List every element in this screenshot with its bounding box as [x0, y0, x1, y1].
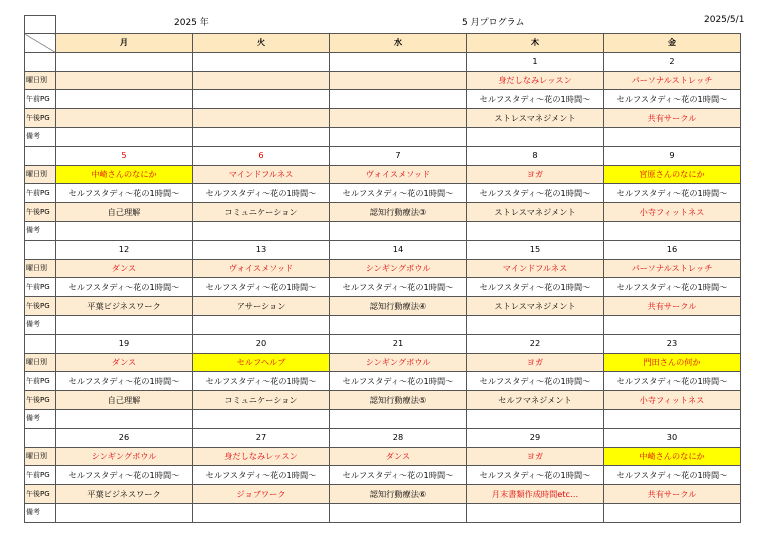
afternoon-program-cell: 認知行動療法③: [330, 203, 467, 222]
morning-program-cell: セルフスタディ～花の1時間～: [330, 278, 467, 297]
weekday-program-cell: パーソナルストレッチ: [604, 71, 741, 90]
date-cell: 14: [330, 240, 467, 259]
weekday-program-cell: シンギングボウル: [56, 447, 193, 466]
weekday-program-cell: 身だしなみレッスン: [467, 71, 604, 90]
row-label: 午前PG: [25, 372, 56, 391]
afternoon-program-cell: 共有サークル: [604, 297, 741, 316]
week-4-date-row: [25, 334, 741, 353]
week-1-r4-row: [25, 127, 741, 146]
week-1-date-row: [25, 52, 741, 71]
weekday-header: 月: [56, 34, 193, 53]
weekday-program-cell: ヴォイスメソッド: [330, 165, 467, 184]
afternoon-program-cell: [193, 109, 330, 128]
week-3-date-row: [25, 240, 741, 259]
date-cell: 27: [193, 428, 330, 447]
morning-program-cell: セルフスタディ～花の1時間～: [604, 278, 741, 297]
notes-cell: [330, 127, 467, 146]
date-cell: [56, 52, 193, 71]
afternoon-program-cell: 共有サークル: [604, 485, 741, 504]
row-label: 午後PG: [25, 391, 56, 410]
row-label: 備考: [25, 221, 56, 240]
morning-program-cell: [193, 90, 330, 109]
week-2-r3-row: [25, 203, 741, 222]
weekday-program-cell: パーソナルストレッチ: [604, 259, 741, 278]
row-label: 曜日別: [25, 259, 56, 278]
weekday-program-cell: 宮原さんのなにか: [604, 165, 741, 184]
row-label: [25, 146, 56, 165]
week-2-r1-row: [25, 165, 741, 184]
date-cell: 7: [330, 146, 467, 165]
date-cell: 23: [604, 334, 741, 353]
weekday-program-cell: シンギングボウル: [330, 353, 467, 372]
morning-program-cell: セルフスタディ～花の1時間～: [467, 184, 604, 203]
notes-cell: [330, 315, 467, 334]
weekday-header: 水: [330, 34, 467, 53]
row-label: 備考: [25, 315, 56, 334]
row-label: 曜日別: [25, 447, 56, 466]
date-cell: 2: [604, 52, 741, 71]
notes-cell: [604, 127, 741, 146]
week-1-r2-row: [25, 90, 741, 109]
issue-date: 2025/5/1: [704, 15, 745, 25]
afternoon-program-cell: 共有サークル: [604, 109, 741, 128]
notes-cell: [467, 503, 604, 522]
notes-cell: [56, 127, 193, 146]
row-label: 午後PG: [25, 297, 56, 316]
date-cell: 13: [193, 240, 330, 259]
afternoon-program-cell: セルフマネジメント: [467, 391, 604, 410]
weekday-header-row: [25, 34, 741, 53]
weekday-header: 木: [467, 34, 604, 53]
week-5-r4-row: [25, 503, 741, 522]
afternoon-program-cell: 認知行動療法⑥: [330, 485, 467, 504]
row-label: [25, 428, 56, 447]
morning-program-cell: セルフスタディ～花の1時間～: [193, 466, 330, 485]
date-cell: 5: [56, 146, 193, 165]
row-label: [25, 334, 56, 353]
afternoon-program-cell: コミュニケーション: [193, 391, 330, 410]
date-cell: 22: [467, 334, 604, 353]
week-4-r3-row: [25, 391, 741, 410]
weekday-program-cell: 中崎さんのなにか: [56, 165, 193, 184]
row-label: 午後PG: [25, 109, 56, 128]
page-title: 5 月プログラム: [462, 18, 525, 28]
afternoon-program-cell: ストレスマネジメント: [467, 109, 604, 128]
week-5-date-row: [25, 428, 741, 447]
row-label: 曜日別: [25, 165, 56, 184]
weekday-program-cell: マインドフルネス: [193, 165, 330, 184]
date-cell: 16: [604, 240, 741, 259]
afternoon-program-cell: 自己理解: [56, 391, 193, 410]
weekday-program-cell: ダンス: [56, 259, 193, 278]
weekday-program-cell: [193, 71, 330, 90]
morning-program-cell: セルフスタディ～花の1時間～: [604, 90, 741, 109]
date-cell: 15: [467, 240, 604, 259]
row-label: 午前PG: [25, 278, 56, 297]
notes-cell: [604, 409, 741, 428]
notes-cell: [193, 127, 330, 146]
afternoon-program-cell: 月末書類作成時間etc…: [467, 485, 604, 504]
row-label: 曜日別: [25, 71, 56, 90]
notes-cell: [467, 409, 604, 428]
morning-program-cell: セルフスタディ～花の1時間～: [330, 184, 467, 203]
week-2-date-row: [25, 146, 741, 165]
afternoon-program-cell: ストレスマネジメント: [467, 203, 604, 222]
row-label: 曜日別: [25, 353, 56, 372]
row-label: 備考: [25, 503, 56, 522]
program-calendar: [24, 15, 741, 523]
morning-program-cell: セルフスタディ～花の1時間～: [604, 372, 741, 391]
notes-cell: [56, 315, 193, 334]
row-label: 午前PG: [25, 184, 56, 203]
notes-cell: [604, 221, 741, 240]
weekday-program-cell: [56, 71, 193, 90]
week-5-r2-row: [25, 466, 741, 485]
notes-cell: [330, 503, 467, 522]
afternoon-program-cell: 認知行動療法⑤: [330, 391, 467, 410]
week-1-r3-row: [25, 109, 741, 128]
notes-cell: [193, 221, 330, 240]
morning-program-cell: セルフスタディ～花の1時間～: [604, 466, 741, 485]
date-cell: 29: [467, 428, 604, 447]
notes-cell: [193, 503, 330, 522]
notes-cell: [56, 409, 193, 428]
morning-program-cell: セルフスタディ～花の1時間～: [193, 278, 330, 297]
date-cell: [330, 52, 467, 71]
morning-program-cell: セルフスタディ～花の1時間～: [330, 372, 467, 391]
weekday-program-cell: ダンス: [330, 447, 467, 466]
afternoon-program-cell: 小寺フィットネス: [604, 391, 741, 410]
notes-cell: [193, 315, 330, 334]
week-4-r4-row: [25, 409, 741, 428]
weekday-program-cell: 門田さんの何か: [604, 353, 741, 372]
week-2-r2-row: [25, 184, 741, 203]
notes-cell: [330, 221, 467, 240]
weekday-program-cell: シンギングボウル: [330, 259, 467, 278]
afternoon-program-cell: 自己理解: [56, 203, 193, 222]
morning-program-cell: セルフスタディ～花の1時間～: [604, 184, 741, 203]
weekday-program-cell: セルフヘルプ: [193, 353, 330, 372]
morning-program-cell: セルフスタディ～花の1時間～: [467, 90, 604, 109]
weekday-program-cell: マインドフルネス: [467, 259, 604, 278]
afternoon-program-cell: コミュニケーション: [193, 203, 330, 222]
notes-cell: [56, 221, 193, 240]
year-label: 2025 年: [174, 18, 209, 28]
morning-program-cell: セルフスタディ～花の1時間～: [56, 466, 193, 485]
afternoon-program-cell: 平葉ビジネスワーク: [56, 485, 193, 504]
weekday-program-cell: ダンス: [56, 353, 193, 372]
afternoon-program-cell: [330, 109, 467, 128]
morning-program-cell: セルフスタディ～花の1時間～: [56, 184, 193, 203]
notes-cell: [467, 127, 604, 146]
date-cell: 28: [330, 428, 467, 447]
morning-program-cell: セルフスタディ～花の1時間～: [193, 184, 330, 203]
row-label: 午前PG: [25, 466, 56, 485]
weekday-header: 火: [193, 34, 330, 53]
morning-program-cell: セルフスタディ～花の1時間～: [467, 278, 604, 297]
morning-program-cell: セルフスタディ～花の1時間～: [330, 466, 467, 485]
morning-program-cell: セルフスタディ～花の1時間～: [193, 372, 330, 391]
weekday-program-cell: 身だしなみレッスン: [193, 447, 330, 466]
date-cell: 6: [193, 146, 330, 165]
row-label: [25, 240, 56, 259]
diagonal-cell: [25, 34, 56, 53]
row-label: 午後PG: [25, 485, 56, 504]
week-3-r1-row: [25, 259, 741, 278]
corner-cell: [25, 16, 56, 34]
row-label: [25, 52, 56, 71]
morning-program-cell: セルフスタディ～花の1時間～: [56, 372, 193, 391]
date-cell: 20: [193, 334, 330, 353]
week-4-r2-row: [25, 372, 741, 391]
notes-cell: [56, 503, 193, 522]
afternoon-program-cell: アサーション: [193, 297, 330, 316]
weekday-program-cell: ヴォイスメソッド: [193, 259, 330, 278]
afternoon-program-cell: 小寺フィットネス: [604, 203, 741, 222]
notes-cell: [330, 409, 467, 428]
weekday-program-cell: [330, 71, 467, 90]
morning-program-cell: [330, 90, 467, 109]
morning-program-cell: セルフスタディ～花の1時間～: [56, 278, 193, 297]
notes-cell: [467, 315, 604, 334]
date-cell: 9: [604, 146, 741, 165]
afternoon-program-cell: [56, 109, 193, 128]
row-label: 午後PG: [25, 203, 56, 222]
afternoon-program-cell: ストレスマネジメント: [467, 297, 604, 316]
afternoon-program-cell: 平葉ビジネスワーク: [56, 297, 193, 316]
notes-cell: [604, 315, 741, 334]
row-label: 備考: [25, 127, 56, 146]
week-5-r1-row: [25, 447, 741, 466]
weekday-header: 金: [604, 34, 741, 53]
date-cell: 8: [467, 146, 604, 165]
notes-cell: [604, 503, 741, 522]
weekday-program-cell: ヨガ: [467, 165, 604, 184]
date-cell: 12: [56, 240, 193, 259]
date-cell: 26: [56, 428, 193, 447]
notes-cell: [193, 409, 330, 428]
morning-program-cell: [56, 90, 193, 109]
date-cell: 19: [56, 334, 193, 353]
morning-program-cell: セルフスタディ～花の1時間～: [467, 372, 604, 391]
week-3-r3-row: [25, 297, 741, 316]
afternoon-program-cell: ジョブワーク: [193, 485, 330, 504]
weekday-program-cell: 中崎さんのなにか: [604, 447, 741, 466]
week-1-r1-row: [25, 71, 741, 90]
week-3-r2-row: [25, 278, 741, 297]
week-4-r1-row: [25, 353, 741, 372]
date-cell: 30: [604, 428, 741, 447]
date-cell: 21: [330, 334, 467, 353]
row-label: 備考: [25, 409, 56, 428]
date-cell: [193, 52, 330, 71]
notes-cell: [467, 221, 604, 240]
afternoon-program-cell: 認知行動療法④: [330, 297, 467, 316]
morning-program-cell: セルフスタディ～花の1時間～: [467, 466, 604, 485]
weekday-program-cell: ヨガ: [467, 353, 604, 372]
week-2-r4-row: [25, 221, 741, 240]
row-label: 午前PG: [25, 90, 56, 109]
week-3-r4-row: [25, 315, 741, 334]
weekday-program-cell: ヨガ: [467, 447, 604, 466]
week-5-r3-row: [25, 485, 741, 504]
date-cell: 1: [467, 52, 604, 71]
